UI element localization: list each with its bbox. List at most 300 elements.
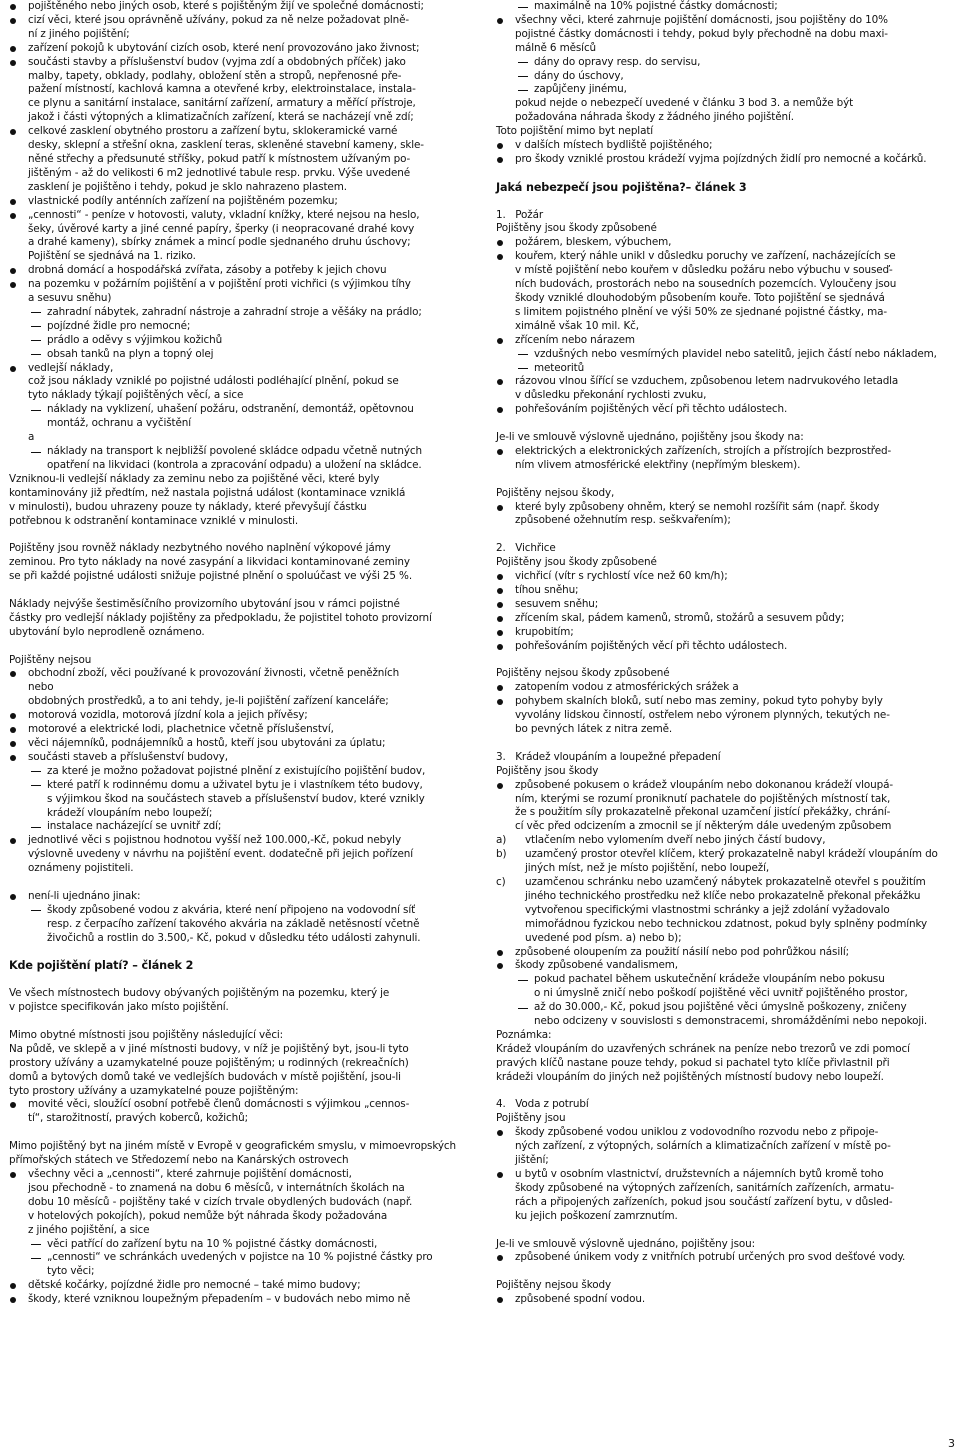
line-text: součásti staveb a příslušenství budovy, bbox=[28, 750, 228, 763]
paragraph-line bbox=[9, 1057, 465, 1071]
bullet-continuation bbox=[496, 709, 954, 723]
bullet-item bbox=[9, 737, 465, 751]
bullet-item bbox=[496, 445, 954, 459]
line-text: dány do úschovy, bbox=[534, 69, 624, 82]
line-text: cizí věci, které jsou oprávněně užívány, pokud za ně nelze požadovat plně- bbox=[28, 13, 410, 26]
line-text: zatopením vodou z atmosférických srážek a bbox=[515, 681, 739, 694]
line-text: něné střechy a předsunuté stříšky, pokud patří k místnostem užívaným po- bbox=[28, 152, 411, 165]
line-text: šeky, úvěrové karty a jiné cenné papíry, šperky (i neopracované drahé kovy bbox=[28, 222, 415, 235]
line-text: drobná domácí a hospodářská zvířata, zásoby a potřeby k jejich chovu bbox=[28, 264, 387, 277]
line-text: pokud pachatel během uskutečnění krádeže vloupáním nebo pokusu bbox=[534, 973, 885, 986]
line-text: Pojištěny nejsou bbox=[9, 653, 92, 666]
line-text: pravých klíčů nastane pouze tehdy, pokud si pachatel tyto klíče přivlastnil při bbox=[496, 1056, 890, 1069]
bullet-continuation bbox=[496, 389, 954, 403]
line-text: oznámeny pojistiteli. bbox=[28, 862, 134, 875]
bullet-continuation bbox=[9, 250, 465, 264]
dash-item bbox=[9, 320, 465, 334]
line-text: škody, které vzniknou loupežným přepadením – v budovách nebo mimo ně bbox=[28, 1293, 411, 1306]
line-text: a drahé kameny), sbírky známek a mincí podle sjednaného druhu úschovy; bbox=[28, 236, 411, 249]
dash-item bbox=[9, 334, 465, 348]
bullet-continuation bbox=[496, 459, 954, 473]
line-text: desky, sklepní a střešní okna, zasklení teras, skleněné stavební kameny, skle- bbox=[28, 139, 424, 152]
line-text: ním, kterými se rozumí proniknutí pachatele do pojištěných místností tak, bbox=[515, 792, 891, 805]
line-text: malby, tapety, obklady, podlahy, obložení stěn a stropů, nepřenosné pře- bbox=[28, 69, 402, 82]
line-text: Je-li ve smlouvě výslovně ujednáno, pojištěny jsou škody na: bbox=[496, 431, 804, 444]
spacer bbox=[9, 1126, 465, 1140]
bullet-item bbox=[9, 709, 465, 723]
line-text: škody způsobené vodou z akvária, které není připojeno na vodovodní síť bbox=[47, 903, 416, 916]
paragraph-line bbox=[496, 1043, 954, 1057]
line-text: Mimo obytné místnosti jsou pojištěny následující věci: bbox=[9, 1028, 284, 1041]
line-text: „cennosti“ - peníze v hotovosti, valuty, vkladní knížky, které nejsou na heslo, bbox=[28, 208, 420, 221]
line-text: vyvolány lidskou činností, ostřelem nebo výronem plynných, tekutých ne- bbox=[515, 709, 890, 722]
spacer bbox=[496, 417, 954, 431]
dash-item bbox=[496, 0, 954, 14]
spacer bbox=[496, 1085, 954, 1099]
item-letter: a) bbox=[496, 834, 507, 847]
line-text: všechny věci, které zahrnuje pojištění domácnosti, jsou pojištěny do 10% bbox=[515, 13, 888, 26]
paragraph-line bbox=[9, 987, 465, 1001]
line-text: Pojištěny nejsou škody, bbox=[496, 486, 615, 499]
line-text: elektrických a elektronických zařízeních, strojích a přístrojích bezprostřed- bbox=[515, 444, 892, 457]
paragraph-line bbox=[496, 765, 954, 779]
line-text: mimořádnou fyzickou nebo technickou zdatnost, pokud byly splněny podmínky bbox=[525, 917, 928, 930]
line-text: což jsou náklady vzniklé po pojistné události podléhající plnění, pokud se bbox=[28, 375, 399, 388]
lettered-item bbox=[496, 918, 954, 932]
dash-continuation bbox=[9, 459, 465, 473]
line-text: obsah tanků na plyn a topný olej bbox=[47, 347, 214, 360]
line-text: vichřicí (vítr s rychlostí více než 60 km/h); bbox=[515, 570, 728, 583]
line-text: Toto pojištění mimo byt neplatí bbox=[496, 125, 654, 138]
line-text: Ve všech místnostech budovy obývaných pojištěným na pozemku, který je bbox=[9, 987, 390, 1000]
line-text: pokud nejde o nebezpečí uvedené v článku 3 bod 3. a nemůže být bbox=[515, 97, 854, 110]
bullet-continuation bbox=[496, 111, 954, 125]
line-text: obdobných prostředků, a to ani tehdy, je-li pojištění zařízení kanceláře; bbox=[28, 695, 389, 708]
line-text: tyto náklady týkají pojištěných věcí, a sice bbox=[28, 389, 244, 402]
bullet-item bbox=[496, 375, 954, 389]
line-text: škody vzniklé dlouhodobým působením kouře. Toto pojištění se sjednává bbox=[515, 292, 885, 304]
line-text: Pojištěny jsou škody způsobené bbox=[496, 556, 657, 569]
bullet-item bbox=[496, 1251, 954, 1265]
paragraph-line bbox=[9, 515, 465, 529]
paragraph-line bbox=[9, 542, 465, 556]
bullet-item bbox=[496, 403, 954, 417]
dash-item bbox=[9, 306, 465, 320]
line-text: pojistné částky domácnosti i tehdy, pokud byly přechodně na dobu maxi- bbox=[515, 27, 888, 40]
line-text: nebo bbox=[28, 681, 54, 694]
bullet-item bbox=[9, 278, 465, 292]
line-text: zeminou. Pro tyto náklady na nové zasypání a likvidaci kontaminované zeminy bbox=[9, 556, 410, 569]
lettered-item bbox=[496, 876, 954, 890]
line-text: požadována náhrada škody z žádného jiného pojištění. bbox=[515, 111, 794, 124]
bullet-item bbox=[496, 612, 954, 626]
line-text: meteoritů bbox=[534, 361, 585, 374]
page-number: 3 bbox=[948, 1437, 955, 1450]
line-text: živočichů a rostlin do 3.500,- Kč, pokud v důsledku této události zahynuli. bbox=[47, 931, 421, 944]
line-text: zasklení je pojištěno i tehdy, pokud je sklo nahrazeno plastem. bbox=[28, 180, 347, 193]
bullet-continuation bbox=[9, 223, 465, 237]
spacer bbox=[496, 195, 954, 209]
line-text: není-li ujednáno jinak: bbox=[28, 889, 141, 902]
line-text: Pojištěny nejsou škody způsobené bbox=[496, 667, 670, 680]
bullet-continuation bbox=[9, 153, 465, 167]
line-text: u bytů v osobním vlastnictví, družstevních a nájemních bytů kromě toho bbox=[515, 1168, 884, 1180]
lettered-item bbox=[496, 834, 954, 848]
bullet-item bbox=[496, 695, 954, 709]
paragraph-line bbox=[9, 654, 465, 668]
line-text: vzdušných nebo vesmírných plavidel nebo satelitů, jejich částí nebo nákladem, bbox=[534, 347, 937, 360]
line-text: Jaká nebezpečí jsou pojištěna?– článek 3 bbox=[496, 180, 747, 194]
paragraph-line bbox=[496, 1112, 954, 1126]
paragraph-line bbox=[496, 431, 954, 445]
bullet-continuation bbox=[496, 793, 954, 807]
bullet-item bbox=[9, 890, 465, 904]
spacer bbox=[9, 528, 465, 542]
spacer bbox=[9, 876, 465, 890]
paragraph-line bbox=[496, 1071, 954, 1085]
line-text: rázovou vlnou šířící se vzduchem, způsobenou letem nadrvukového letadla bbox=[515, 375, 899, 388]
spacer bbox=[496, 737, 954, 751]
line-text: instalace nacházející se uvnitř zdí; bbox=[47, 820, 222, 833]
spacer bbox=[9, 640, 465, 654]
spacer bbox=[9, 973, 465, 987]
bullet-item bbox=[496, 139, 954, 153]
line-text: až do 30.000,- Kč, pokud jsou pojištěné věci úmyslně poškozeny, zničeny bbox=[534, 1001, 907, 1014]
lettered-item bbox=[496, 932, 954, 946]
bullet-item bbox=[9, 125, 465, 139]
line-text: škody způsobené na výtopných zařízeních, sanitárních zařízeních, armatu- bbox=[515, 1181, 895, 1194]
line-text: bo pevných látek z nitra země. bbox=[515, 723, 673, 736]
spacer bbox=[496, 473, 954, 487]
bullet-item bbox=[496, 250, 954, 264]
line-text: motorová vozidla, motorová jízdní kola a jejich přívěsy; bbox=[28, 709, 308, 722]
line-text: zapůjčeny jinému, bbox=[534, 83, 627, 96]
bullet-item bbox=[9, 1168, 465, 1182]
dash-item bbox=[496, 362, 954, 376]
line-text: jakož i části výtopných a klimatizačních zařízení, která se nacházejí vně zdí; bbox=[28, 111, 414, 124]
dash-item bbox=[496, 70, 954, 84]
line-text: a bbox=[28, 431, 35, 444]
bullet-item bbox=[496, 1126, 954, 1140]
line-text: tí“, starožitností, pravých koberců, kožichů; bbox=[28, 1112, 248, 1125]
paragraph-line bbox=[496, 1279, 954, 1293]
line-text: ku jejich poškození zamrznutím. bbox=[515, 1209, 678, 1222]
paragraph-line bbox=[496, 487, 954, 501]
bullet-continuation bbox=[9, 83, 465, 97]
bullet-continuation bbox=[9, 431, 465, 445]
line-text: Pojištěny jsou škody bbox=[496, 764, 599, 777]
bullet-continuation bbox=[496, 1140, 954, 1154]
line-text: které byly způsobeny ohněm, který se nemohl rozšířit sám (např. škody bbox=[515, 500, 880, 513]
line-text: o ni úmyslně zničí nebo poškodí pojištěné věci uvnitř pojištěného prostor, bbox=[534, 987, 908, 1000]
bullet-continuation bbox=[496, 820, 954, 834]
paragraph-line bbox=[9, 1029, 465, 1043]
bullet-item bbox=[9, 723, 465, 737]
line-text: Je-li ve smlouvě výslovně ujednáno, pojištěny jsou: bbox=[496, 1237, 755, 1250]
line-text: za které je možno požadovat pojistné plnění z existujícího pojištění budov, bbox=[47, 764, 426, 777]
dash-item bbox=[9, 348, 465, 362]
line-text: zahradní nábytek, zahradní nástroje a zahradní stroje a věšáky na prádlo; bbox=[47, 305, 422, 318]
line-text: pohřešováním pojištěných věcí při těchto událostech. bbox=[515, 403, 788, 416]
bullet-item bbox=[9, 14, 465, 28]
line-text: Pojištěny jsou rovněž náklady nezbytného nového naplnění výkopové jámy bbox=[9, 542, 391, 555]
line-text: uzamčený prostor otevřel klíčem, který prokazatelně nabyl krádeží vloupáním do bbox=[525, 848, 938, 861]
line-text: uvedené pod písm. a) nebo b); bbox=[525, 931, 682, 944]
bullet-item bbox=[9, 209, 465, 223]
line-text: způsobené pokusem o krádež vloupáním nebo dokonanou krádeží vloupá- bbox=[515, 778, 893, 791]
line-text: pohybem skalních bloků, sutí nebo mas zeminy, pokud tyto pohyby byly bbox=[515, 695, 883, 708]
line-text: že s použitím síly prokazatelně překonal uzamčení jistící překážky, chrání- bbox=[515, 806, 891, 819]
bullet-item bbox=[9, 667, 465, 681]
dash-item bbox=[496, 83, 954, 97]
paragraph-line bbox=[9, 570, 465, 584]
line-text: jsou přechodně - to znamená na dobu 6 měsíců, v internátních školách na bbox=[28, 1181, 405, 1194]
bullet-continuation bbox=[9, 389, 465, 403]
line-text: pažení místností, kachlová kamna a otevřené krby, elektroinstalace, instala- bbox=[28, 83, 416, 96]
bullet-continuation bbox=[496, 264, 954, 278]
dash-continuation bbox=[496, 1015, 954, 1029]
lettered-item bbox=[496, 862, 954, 876]
line-text: pojízdné židle pro nemocné; bbox=[47, 319, 191, 332]
bullet-continuation bbox=[9, 1182, 465, 1196]
item-letter: c) bbox=[496, 875, 506, 888]
line-text: málně 6 měsíců bbox=[515, 41, 597, 54]
line-text: Pojištěny nejsou škody bbox=[496, 1279, 611, 1292]
bullet-continuation bbox=[9, 167, 465, 181]
bullet-item bbox=[9, 1098, 465, 1112]
paragraph-line bbox=[496, 1057, 954, 1071]
line-text: krádeži vloupáním do jiných než pojištěných místností budovy nebo loupeží. bbox=[496, 1070, 884, 1083]
line-text: maximálně na 10% pojistné částky domácnosti; bbox=[534, 0, 778, 12]
line-text: jednotlivé věci s pojistnou hodnotou vyšší než 100.000,-Kč, pokud nebyly bbox=[28, 834, 401, 847]
bullet-continuation bbox=[9, 1224, 465, 1238]
line-text: ní z jiného pojištění; bbox=[28, 27, 130, 40]
line-text: 3. Krádež vloupáním a loupežné přepadení bbox=[496, 750, 721, 763]
paragraph-line bbox=[496, 125, 954, 139]
bullet-continuation bbox=[496, 28, 954, 42]
dash-item bbox=[9, 820, 465, 834]
paragraph-line bbox=[9, 487, 465, 501]
line-text: obchodní zboží, věci používané k provozování živnosti, včetně peněžních bbox=[28, 667, 400, 680]
dash-continuation bbox=[9, 1265, 465, 1279]
bullet-continuation bbox=[9, 139, 465, 153]
line-text: „cennosti“ ve schránkách uvedených v pojistce na 10 % pojistné částky pro bbox=[47, 1251, 433, 1264]
line-text: vlastnické podíly anténních zařízení na pojištěném pozemku; bbox=[28, 194, 338, 207]
item-letter: b) bbox=[496, 848, 507, 861]
dash-continuation bbox=[9, 793, 465, 807]
dash-item bbox=[496, 973, 954, 987]
bullet-continuation bbox=[496, 97, 954, 111]
line-text: způsobené únikem vody z vnitřních potrubí určených pro svod dešťové vody. bbox=[515, 1251, 906, 1264]
left-column bbox=[9, 0, 465, 1307]
line-text: Pojištěny jsou bbox=[496, 1112, 566, 1125]
line-text: Kde pojištění platí? – článek 2 bbox=[9, 959, 194, 973]
bullet-item bbox=[9, 1279, 465, 1293]
bullet-continuation bbox=[496, 806, 954, 820]
paragraph-line bbox=[496, 556, 954, 570]
line-text: které patří k rodinnému domu a uživatel bytu je i vlastníkem této budovy, bbox=[47, 778, 423, 791]
dash-item bbox=[9, 403, 465, 417]
line-text: jiného technického prostředku než klíče nebo prokazatelně překonal překážku bbox=[525, 889, 921, 902]
bullet-item bbox=[9, 264, 465, 278]
line-text: v minulosti), budou uhrazeny pouze ty náklady, které převyšují částku bbox=[9, 500, 367, 513]
line-text: 1. Požár bbox=[496, 208, 543, 221]
line-text: součásti stavby a příslušenství budov (vyjma zdí a obdobných příček) jako bbox=[28, 55, 406, 68]
line-text: s limitem pojistného plnění ve výši 50% ze sjednané pojistné částky, ma- bbox=[515, 305, 887, 318]
bullet-continuation bbox=[9, 70, 465, 84]
bullet-item bbox=[496, 626, 954, 640]
bullet-item bbox=[496, 598, 954, 612]
line-text: opatření na likvidaci (kontrola a zpracování odpadu) a uložení na skládce. bbox=[47, 458, 422, 471]
bullet-continuation bbox=[9, 97, 465, 111]
bullet-continuation bbox=[9, 1210, 465, 1224]
line-text: vedlejší náklady, bbox=[28, 361, 114, 374]
bullet-continuation bbox=[496, 42, 954, 56]
line-text: způsobené oloupením za použití násilí nebo pod pohrůžkou násilí; bbox=[515, 945, 850, 958]
paragraph-line bbox=[9, 1154, 465, 1168]
line-text: tíhou sněhu; bbox=[515, 583, 579, 596]
lettered-item bbox=[496, 848, 954, 862]
paragraph-line bbox=[9, 473, 465, 487]
line-text: ných zařízení, z výtopných, solárních a klimatizačních zařízení v místě po- bbox=[515, 1140, 891, 1153]
paragraph-line bbox=[496, 222, 954, 236]
line-text: prádlo a oděvy s výjimkou kožichů bbox=[47, 333, 223, 346]
bullet-item bbox=[9, 56, 465, 70]
line-text: náklady na vyklizení, uhašení požáru, odstranění, demontáž, opětovnou bbox=[47, 403, 414, 416]
bullet-item bbox=[496, 334, 954, 348]
paragraph-line bbox=[9, 1001, 465, 1015]
line-text: 4. Voda z potrubí bbox=[496, 1098, 589, 1111]
line-text: kouřem, který náhle unikl v důsledku poruchy ve zařízení, nacházejících se bbox=[515, 250, 896, 263]
dash-item bbox=[496, 1001, 954, 1015]
bullet-item bbox=[9, 362, 465, 376]
line-text: jištěným - až do velikosti 6 m2 jednotlivé tabule resp. prvku. Výše uvedené bbox=[28, 166, 411, 179]
line-text: v důsledku překonání rychlosti zvuku, bbox=[515, 389, 707, 402]
line-text: Pojištěny jsou škody způsobené bbox=[496, 222, 657, 235]
numbered-heading bbox=[496, 542, 954, 556]
dash-item bbox=[9, 765, 465, 779]
line-text: z jiného pojištění, a sice bbox=[28, 1223, 150, 1236]
line-text: na pozemku v požárním pojištění a v pojištění proti vichřici (s výjimkou tíhy bbox=[28, 278, 411, 291]
line-text: cí věc před odcizením a zmocnil se jí některým dále uvedeným způsobem bbox=[515, 820, 892, 833]
bullet-item bbox=[9, 42, 465, 56]
line-text: montáž, ochranu a vyčištění bbox=[47, 417, 192, 430]
line-text: výslovně uvedeny v návrhu na pojištění event. dodatečně při jejich pořízení bbox=[28, 848, 414, 861]
line-text: kontaminovány již předtím, než nastala pojistná událost (kontaminace vzniklá bbox=[9, 486, 406, 499]
line-text: škody způsobené vodou uniklou z vodovodního rozvodu nebo z připoje- bbox=[515, 1126, 879, 1139]
bullet-item bbox=[496, 501, 954, 515]
dash-continuation bbox=[9, 807, 465, 821]
line-text: Poznámka: bbox=[496, 1028, 552, 1041]
bullet-continuation bbox=[9, 848, 465, 862]
line-text: pojištěného nebo jiných osob, které s pojištěným žijí ve společné domácnosti; bbox=[28, 0, 424, 12]
bullet-continuation bbox=[496, 278, 954, 292]
bullet-continuation bbox=[496, 1210, 954, 1224]
bullet-continuation bbox=[496, 723, 954, 737]
line-text: v dalších místech bydliště pojištěného; bbox=[515, 139, 713, 152]
line-text: movité věci, sloužící osobní potřebě členů domácnosti s výjimkou „cennos- bbox=[28, 1098, 410, 1111]
bullet-continuation bbox=[9, 681, 465, 695]
line-text: Náklady nejvýše šestiměsíčního provizorního ubytování jsou v rámci pojistné bbox=[9, 597, 400, 610]
line-text: všechny věci a „cennosti“, které zahrnuje pojištění domácnosti, bbox=[28, 1168, 352, 1180]
line-text: Krádež vloupáním do uzavřených schránek na peníze nebo trezorů ve zdi pomocí bbox=[496, 1042, 910, 1055]
bullet-continuation bbox=[496, 320, 954, 334]
bullet-continuation bbox=[9, 292, 465, 306]
spacer bbox=[9, 946, 465, 960]
bullet-item bbox=[496, 236, 954, 250]
line-text: jištění; bbox=[515, 1154, 549, 1167]
bullet-item bbox=[496, 959, 954, 973]
bullet-continuation bbox=[496, 292, 954, 306]
line-text: resp. z čerpacího zařízení takového akvária na základě netěsností včetně bbox=[47, 917, 420, 930]
paragraph-line bbox=[496, 667, 954, 681]
line-text: způsobené spodní vodou. bbox=[515, 1293, 645, 1306]
spacer bbox=[496, 654, 954, 668]
bullet-item bbox=[496, 584, 954, 598]
right-column bbox=[496, 0, 954, 1307]
paragraph-line bbox=[9, 556, 465, 570]
line-text: rách a připojených zařízeních, pokud jsou součástí zařízení bytu, v důsled- bbox=[515, 1195, 893, 1208]
line-text: s výjimkou škod na součástech staveb a příslušenství budov, které vznikly bbox=[47, 792, 425, 805]
bullet-item bbox=[496, 779, 954, 793]
spacer bbox=[496, 167, 954, 181]
line-text: ních budovách, prostorách nebo na sousedních pozemcích. Vyloučeny jsou bbox=[515, 278, 897, 291]
line-text: škody způsobené vandalismem, bbox=[515, 959, 678, 972]
line-text: ubytování bylo neprodleně oznámeno. bbox=[9, 625, 205, 638]
line-text: věci nájemníků, podnájemníků a hostů, kteří jsou ubytováni za úplatu; bbox=[28, 736, 386, 749]
bullet-item bbox=[9, 1293, 465, 1307]
line-text: Vzniknou-li vedlejší náklady za zeminu nebo za pojištěné věci, které byly bbox=[9, 472, 380, 485]
bullet-item bbox=[9, 751, 465, 765]
spacer bbox=[9, 1015, 465, 1029]
bullet-continuation bbox=[496, 1196, 954, 1210]
dash-item bbox=[9, 1251, 465, 1265]
bullet-item bbox=[496, 681, 954, 695]
line-text: ce plynu a sanitární instalace, sanitární zařízení, armatury a měřící přístroje, bbox=[28, 97, 416, 110]
line-text: přímořských státech ve Středozemí nebo na Kanárských ostrovech bbox=[9, 1154, 349, 1167]
bullet-continuation bbox=[496, 1154, 954, 1168]
bullet-continuation bbox=[9, 695, 465, 709]
bullet-item bbox=[496, 14, 954, 28]
line-text: ximálně však 10 mil. Kč, bbox=[515, 319, 639, 332]
line-text: se při každé pojistné události snižuje pojistné plnění o spoluúčast ve výši 25 %. bbox=[9, 570, 412, 583]
numbered-heading bbox=[496, 209, 954, 223]
lettered-item bbox=[496, 904, 954, 918]
line-text: způsobené ožehnutím resp. seškvařením); bbox=[515, 514, 731, 527]
line-text: tyto věci; bbox=[47, 1265, 95, 1278]
line-text: vytvořenou specifickými vlastnostmi schránky a jejž zdolání vyžadovalo bbox=[525, 903, 890, 916]
line-text: náklady na transport k nejbližší povolené skládce odpadu včetně nutných bbox=[47, 445, 422, 457]
section-heading bbox=[9, 959, 465, 973]
line-text: dětské kočárky, pojízdné židle pro nemocné – také mimo budovy; bbox=[28, 1279, 361, 1292]
line-text: 2. Vichřice bbox=[496, 542, 556, 555]
paragraph-line bbox=[496, 1029, 954, 1043]
line-text: vtlačením nebo vylomením dveří nebo jiných částí budovy, bbox=[525, 834, 826, 847]
line-text: uzamčenou schránku nebo uzamčený nábytek prokazatelně otevřel s použitím bbox=[525, 875, 926, 888]
line-text: krupobitím; bbox=[515, 625, 574, 638]
dash-item bbox=[9, 1238, 465, 1252]
line-text: ním vlivem atmosférické elektřiny (nepřímým bleskem). bbox=[515, 458, 801, 471]
bullet-item bbox=[496, 570, 954, 584]
line-text: dobu 10 měsíců - pojištěny také v cizích trvale obydlených budovách (např. bbox=[28, 1195, 413, 1208]
bullet-item bbox=[496, 1293, 954, 1307]
dash-item bbox=[9, 445, 465, 459]
line-text: zařízení pokojů k ubytování cizích osob, které není provozováno jako živnost; bbox=[28, 41, 420, 54]
paragraph-line bbox=[9, 1043, 465, 1057]
line-text: Na půdě, ve sklepě a v jiné místnosti budovy, v níž je pojištěný byt, jsou-li tyto bbox=[9, 1042, 409, 1055]
numbered-heading bbox=[496, 1098, 954, 1112]
line-text: Mimo pojištěný byt na jiném místě v Evropě v geografickém smyslu, v mimoevropských bbox=[9, 1140, 456, 1153]
